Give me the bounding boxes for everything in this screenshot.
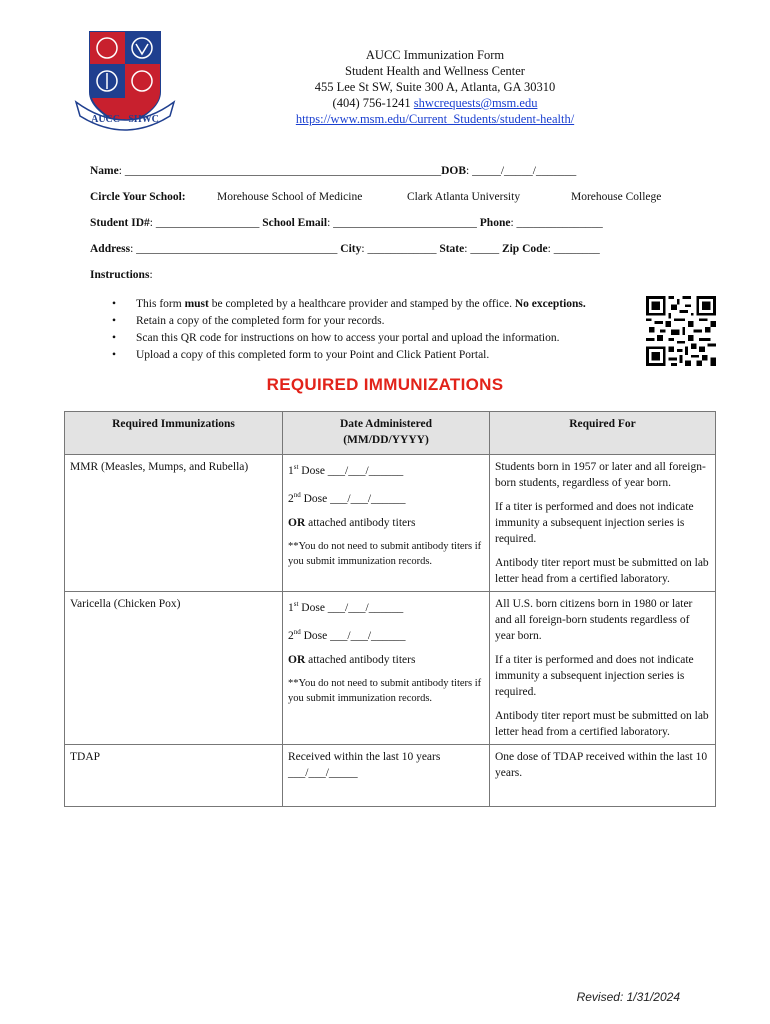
header-date-administered: Date Administered (MM/DD/YYYY): [283, 412, 490, 455]
tdap-dates: Received within the last 10 years ___/___/_____: [283, 745, 490, 807]
mmr-titers-option: OR attached antibody titers: [288, 516, 416, 529]
dob-label: DOB: [441, 165, 466, 177]
mmr-name: MMR (Measles, Mumps, and Rubella): [65, 455, 283, 592]
address-field[interactable]: ___________________________________: [136, 243, 338, 255]
org-address: 455 Lee St SW, Suite 300 A, Atlanta, GA 30310: [314, 80, 556, 94]
mmr-dose2-field[interactable]: 2nd Dose ___/___/______: [288, 490, 406, 505]
varicella-dose2-field[interactable]: 2nd Dose ___/___/______: [288, 627, 406, 642]
school-email-field[interactable]: _________________________: [333, 217, 477, 229]
name-dob-line: Name: _______________________________________________________DOB: _____/_____/_______: [90, 165, 577, 177]
org-email-link[interactable]: shwcrequests@msm.edu: [413, 96, 538, 110]
header-required-for: Required For: [490, 412, 716, 455]
list-item: • Upload a copy of this completed form to your Point and Click Patient Portal.: [112, 347, 642, 364]
name-field[interactable]: _______________________________________________________: [124, 165, 442, 177]
org-name: Student Health and Wellness Center: [345, 64, 525, 78]
tdap-name: TDAP: [65, 745, 283, 807]
mmr-dates: [283, 455, 490, 592]
org-phone: (404) 756-1241: [332, 96, 411, 110]
address-label: Address: [90, 243, 131, 255]
school-email-label: School Email: [262, 217, 328, 229]
aucc-shwc-logo: [70, 30, 180, 140]
logo-text: AUCC - SHWC: [91, 114, 159, 125]
school-option-msm[interactable]: Morehouse School of Medicine: [217, 191, 363, 203]
instructions-heading: Instructions:: [90, 269, 153, 281]
phone-label: Phone: [479, 217, 511, 229]
zip-field[interactable]: ________: [553, 243, 600, 255]
tdap-requirements: One dose of TDAP received within the last 10 years.: [490, 745, 716, 807]
phone-field[interactable]: _______________: [516, 217, 603, 229]
revised-date: Revised: 1/31/2024: [576, 990, 680, 1004]
student-id-field[interactable]: __________________: [155, 217, 260, 229]
school-option-mc[interactable]: Morehouse College: [571, 191, 662, 203]
contact-line: [230, 95, 640, 111]
mmr-note: **You do not need to submit antibody titers if you submit immunization records.: [288, 540, 482, 567]
varicella-name: Varicella (Chicken Pox): [65, 592, 283, 745]
varicella-dates: [283, 592, 490, 745]
state-label: State: [439, 243, 465, 255]
varicella-note: **You do not need to submit antibody titers if you submit immunization records.: [288, 677, 482, 704]
school-line: [90, 191, 186, 203]
tdap-date-field[interactable]: ___/___/_____: [288, 767, 358, 779]
mmr-dose1-field[interactable]: 1st Dose ___/___/______: [288, 463, 404, 477]
varicella-dose1-field[interactable]: 1st Dose ___/___/______: [288, 600, 404, 614]
varicella-titers-option: OR attached antibody titers: [288, 653, 416, 666]
student-id-label: Student ID#: [90, 217, 150, 229]
form-title: AUCC Immunization Form: [365, 48, 505, 62]
name-label: Name: [90, 165, 119, 177]
mmr-requirements: Students born in 1957 or later and all foreign-born students, regardless of year born. If a titer is performed and does not indicate immunity a subsequent injection series is required. Antibody titer report must be submitted on lab letter head from a certified laboratory.: [490, 455, 716, 592]
varicella-requirements: All U.S. born citizens born in 1980 or later and all foreign-born students regardless of year born. If a titer is performed and does not indicate immunity a subsequent injection series is required. Antibody titer report must be submitted on lab letter head from a certified laboratory.: [490, 592, 716, 745]
zip-label: Zip Code: [501, 243, 548, 255]
required-immunizations-title: REQUIRED IMMUNIZATIONS: [266, 375, 504, 394]
address-line: Address: ___________________________________ City: ____________ State: _____ Zip Code: ________: [90, 243, 600, 255]
city-label: City: [340, 243, 362, 255]
table-row: [65, 745, 716, 807]
id-email-phone-line: Student ID#: __________________ School Email: _________________________ Phone: _______________: [90, 217, 603, 229]
table-header-row: [65, 412, 716, 455]
org-website-link[interactable]: https://www.msm.edu/Current_Students/student-health/: [295, 112, 575, 126]
instructions-list: [112, 296, 642, 364]
dob-field[interactable]: _____/_____/_______: [472, 165, 577, 177]
immunization-table: [64, 411, 716, 807]
city-field[interactable]: ____________: [367, 243, 437, 255]
table-row: [65, 592, 716, 745]
school-label: Circle Your School:: [90, 191, 186, 203]
table-row: [65, 455, 716, 592]
form-header: [230, 47, 640, 127]
state-field[interactable]: _____: [470, 243, 500, 255]
qr-code-icon[interactable]: [646, 296, 716, 366]
list-item: • Retain a copy of the completed form for your records.: [112, 313, 642, 330]
school-option-cau[interactable]: Clark Atlanta University: [407, 191, 521, 203]
list-item: • Scan this QR code for instructions on how to access your portal and upload the information.: [112, 330, 642, 347]
header-required-immunizations: Required Immunizations: [65, 412, 283, 455]
list-item: • This form must be completed by a healthcare provider and stamped by the office. No exceptions.: [112, 296, 642, 313]
